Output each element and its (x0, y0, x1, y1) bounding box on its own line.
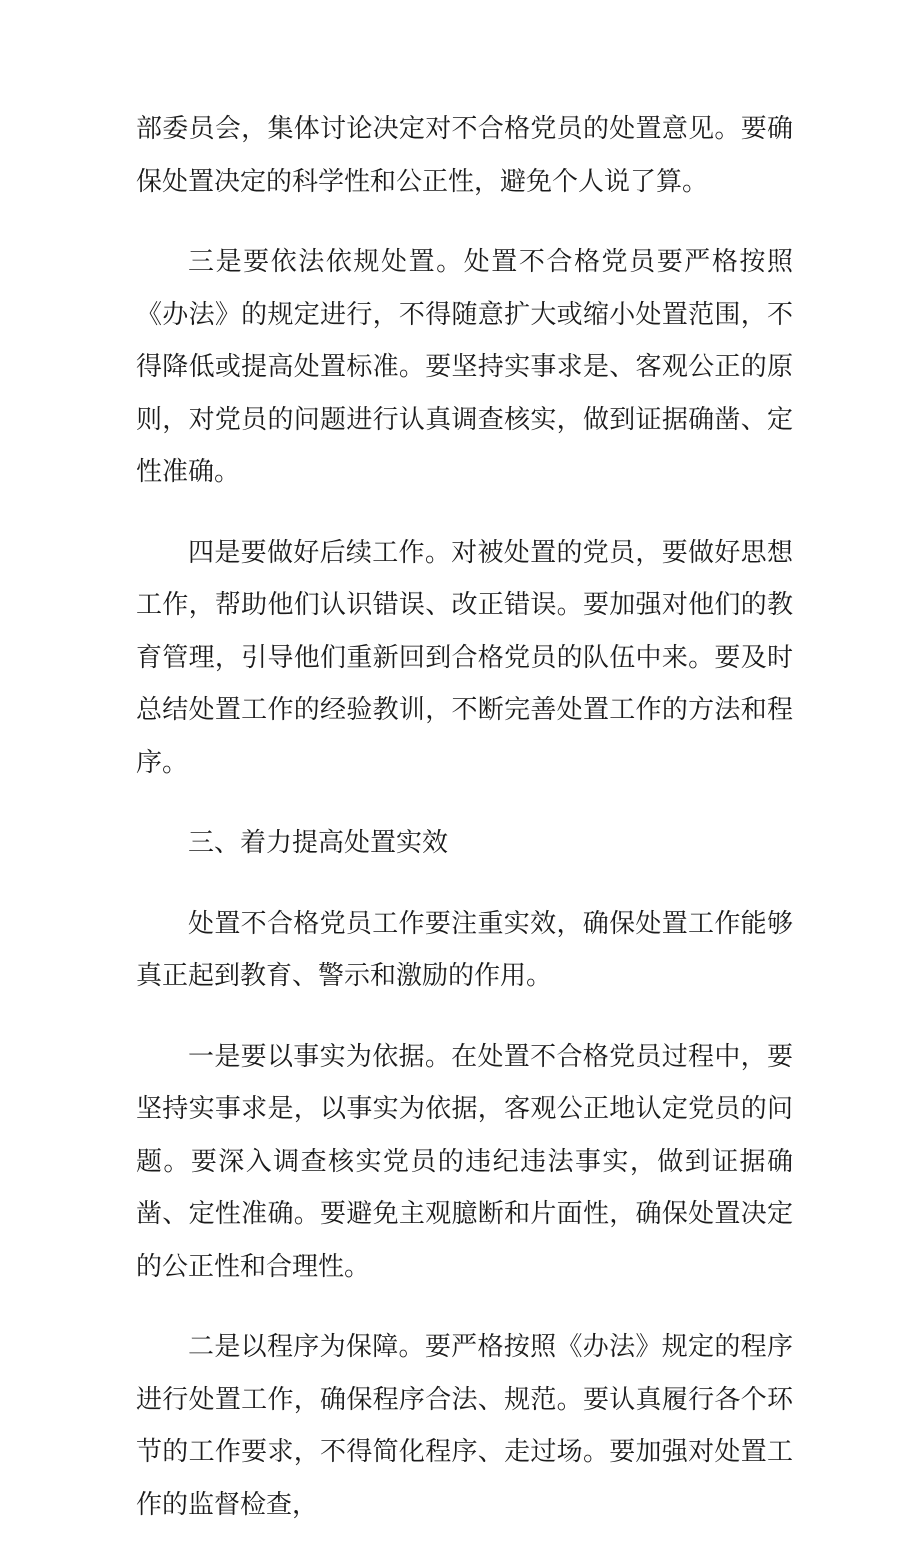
document-body (136, 103, 793, 1559)
paragraph-continuation: 部委员会，集体讨论决定对不合格党员的处置意见。要确保处置决定的科学性和公正性，避免个人说了算。 (136, 114, 793, 197)
paragraph-lawful-handling: 三是要依法依规处置。处置不合格党员要严格按照《办法》的规定进行，不得随意扩大或缩小处置范围，不得降低或提高处置标准。要坚持实事求是、客观公正的原则，对党员的问题进行认真调查核实，做到证据确凿、定性准确。 (136, 247, 793, 487)
paragraph-facts-basis: 一是要以事实为依据。在处置不合格党员过程中，要坚持实事求是，以事实为依据，客观公正地认定党员的问题。要深入调查核实党员的违纪违法事实，做到证据确凿、定性准确。要避免主观臆断和片面性，确保处置决定的公正性和合理性。 (136, 1041, 793, 1282)
paragraph-effectiveness: 处置不合格党员工作要注重实效，确保处置工作能够真正起到教育、警示和激励的作用。 (136, 908, 793, 991)
section-heading: 三、着力提高处置实效 (188, 828, 449, 858)
paragraph-procedure-guarantee: 二是以程序为保障。要严格按照《办法》规定的程序进行处置工作，确保程序合法、规范。要认真履行各个环节的工作要求，不得简化程序、走过场。要加强对处置工作的监督检查， (136, 1332, 793, 1520)
paragraph-follow-up-work: 四是要做好后续工作。对被处置的党员，要做好思想工作，帮助他们认识错误、改正错误。要加强对他们的教育管理，引导他们重新回到合格党员的队伍中来。要及时总结处置工作的经验教训，不断完善处置工作的方法和程序。 (136, 537, 793, 778)
